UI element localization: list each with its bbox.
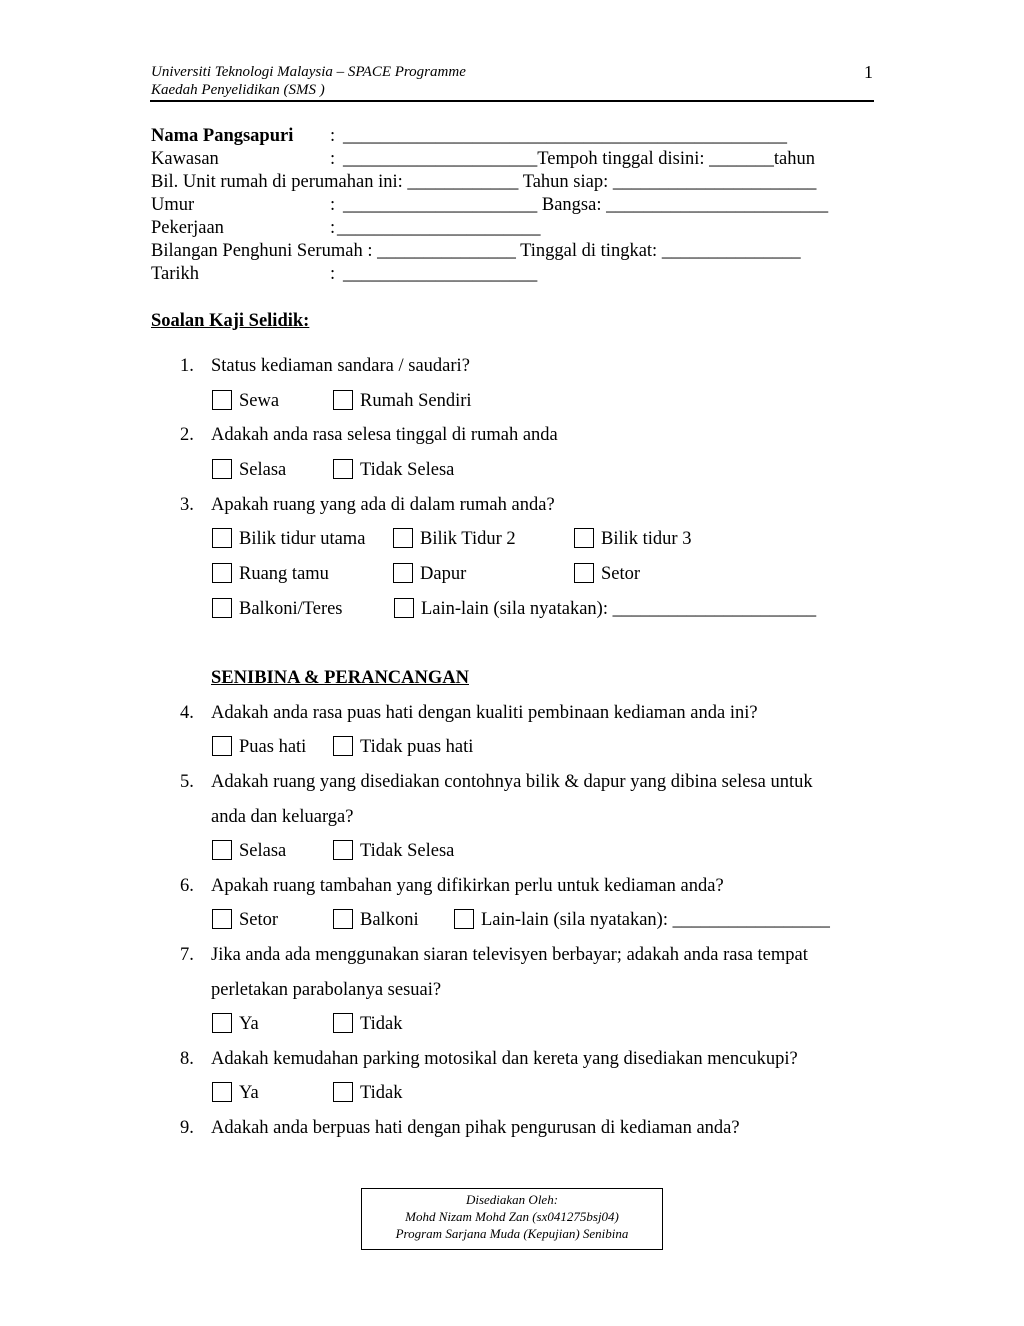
label-pekerjaan: Pekerjaan	[151, 218, 224, 238]
field-bil-unit[interactable]: ____________	[407, 172, 519, 192]
option-label: Balkoni/Teres	[239, 599, 343, 619]
checkbox-tidak-selesa[interactable]	[333, 459, 353, 479]
checkbox-selasa[interactable]	[212, 840, 232, 860]
checkbox-ruang-tamu[interactable]	[212, 563, 232, 583]
option-label: Bilik tidur utama	[239, 529, 366, 549]
option-label: Balkoni	[360, 910, 419, 930]
checkbox-tidak[interactable]	[333, 1013, 353, 1033]
checkbox-setor[interactable]	[212, 909, 232, 929]
question-text-continued: perletakan parabolanya sesuai?	[211, 980, 442, 1000]
checkbox-bilik-tidur-2[interactable]	[393, 528, 413, 548]
label-nama-pangsapuri: Nama Pangsapuri	[151, 126, 294, 146]
checkbox-dapur[interactable]	[393, 563, 413, 583]
label-tinggal-tingkat: Tinggal di tingkat:	[520, 241, 662, 261]
option-label: Tidak Selesa	[360, 841, 455, 861]
option-label: Setor	[239, 910, 279, 930]
question-number: 9.	[180, 1118, 194, 1138]
checkbox-ya[interactable]	[212, 1082, 232, 1102]
checkbox-rumah-sendiri[interactable]	[333, 390, 353, 410]
question-number: 4.	[180, 703, 194, 723]
option-label: Rumah Sendiri	[360, 391, 472, 411]
question-text: Adakah kemudahan parking motosikal dan kereta yang disediakan mencukupi?	[211, 1049, 798, 1069]
question-number: 6.	[180, 876, 194, 896]
question-text: Adakah anda rasa selesa tinggal di rumah anda	[211, 425, 558, 445]
field-pekerjaan[interactable]: ______________________	[337, 218, 541, 238]
checkbox-sewa[interactable]	[212, 390, 232, 410]
label-kawasan: Kawasan	[151, 149, 219, 169]
label-bil-unit: Bil. Unit rumah di perumahan ini:	[151, 172, 408, 192]
checkbox-setor[interactable]	[574, 563, 594, 583]
header-title: Universiti Teknologi Malaysia – SPACE Programme	[151, 64, 466, 80]
option-label: Tidak	[360, 1014, 403, 1034]
field-kawasan[interactable]: _____________________	[343, 149, 538, 169]
option-label: Setor	[601, 564, 641, 584]
footer-program: Program Sarjana Muda (Kepujian) Senibina	[395, 1226, 629, 1241]
checkbox-bilik-tidur-3[interactable]	[574, 528, 594, 548]
checkbox-ya[interactable]	[212, 1013, 232, 1033]
section-heading: SENIBINA & PERANCANGAN	[211, 668, 469, 688]
question-number: 7.	[180, 945, 194, 965]
colon: :	[367, 241, 373, 261]
field-umur[interactable]: _____________________	[343, 195, 538, 215]
field-tarikh[interactable]: _____________________	[343, 264, 538, 284]
question-text: Apakah ruang yang ada di dalam rumah anda?	[211, 495, 555, 515]
label-bilangan-penghuni: Bilangan Penghuni Serumah	[151, 241, 363, 261]
label-tarikh: Tarikh	[151, 264, 200, 284]
footer-line: Disediakan Oleh:	[465, 1192, 559, 1207]
checkbox-tidak-puas-hati[interactable]	[333, 736, 353, 756]
question-text-continued: anda dan keluarga?	[211, 807, 354, 827]
option-label: Tidak	[360, 1083, 403, 1103]
field-lain-lain[interactable]: _________________	[672, 910, 830, 930]
question-number: 1.	[180, 356, 194, 376]
question-text: Jika anda ada menggunakan siaran televisyen berbayar; adakah anda rasa tempat	[211, 945, 808, 965]
checkbox-bilik-tidur-utama[interactable]	[212, 528, 232, 548]
option-label: Selasa	[239, 841, 287, 861]
option-label: Selasa	[239, 460, 287, 480]
question-text: Apakah ruang tambahan yang difikirkan perlu untuk kediaman anda?	[211, 876, 724, 896]
colon: :	[330, 218, 336, 238]
question-number: 3.	[180, 495, 194, 515]
question-text: Adakah anda berpuas hati dengan pihak pengurusan di kediaman anda?	[211, 1118, 740, 1138]
colon: :	[330, 264, 336, 284]
option-label: Ya	[239, 1014, 259, 1034]
option-label: Dapur	[420, 564, 467, 584]
colon: :	[330, 195, 336, 215]
label-tahun: tahun	[773, 149, 815, 169]
checkbox-selasa[interactable]	[212, 459, 232, 479]
question-number: 5.	[180, 772, 194, 792]
question-number: 2.	[180, 425, 194, 445]
checkbox-puas-hati[interactable]	[212, 736, 232, 756]
label-tahun-siap: Tahun siap:	[522, 172, 613, 192]
option-label: Ruang tamu	[239, 564, 329, 584]
checkbox-balkoni[interactable]	[333, 909, 353, 929]
checkbox-lain-lain[interactable]	[454, 909, 474, 929]
option-label: Bilik tidur 3	[601, 529, 692, 549]
field-tempoh[interactable]: _______	[709, 149, 774, 169]
question-text: Adakah anda rasa puas hati dengan kualiti pembinaan kediaman anda ini?	[211, 703, 758, 723]
option-label: Ya	[239, 1083, 259, 1103]
option-label: Bilik Tidur 2	[420, 529, 516, 549]
option-label: Tidak puas hati	[360, 737, 474, 757]
checkbox-lain-lain[interactable]	[394, 598, 414, 618]
page-number: 1	[864, 62, 873, 82]
checkbox-balkoni-teres[interactable]	[212, 598, 232, 618]
question-number: 8.	[180, 1049, 194, 1069]
label-tempoh: Tempoh tinggal disini:	[537, 149, 710, 169]
field-bangsa[interactable]: ________________________	[606, 195, 829, 215]
header-subtitle: Kaedah Penyelidikan (SMS )	[151, 82, 325, 98]
colon: :	[330, 126, 336, 146]
question-text: Status kediaman sandara / saudari?	[211, 356, 470, 376]
option-label: Lain-lain (sila nyatakan):	[481, 910, 673, 930]
survey-heading: Soalan Kaji Selidik:	[151, 311, 310, 331]
checkbox-tidak-selesa[interactable]	[333, 840, 353, 860]
label-bangsa: Bangsa:	[541, 195, 607, 215]
field-bilangan-penghuni[interactable]: _______________	[377, 241, 516, 261]
question-text: Adakah ruang yang disediakan contohnya bilik & dapur yang dibina selesa untuk	[211, 772, 813, 792]
checkbox-tidak[interactable]	[333, 1082, 353, 1102]
option-label: Tidak Selesa	[360, 460, 455, 480]
header-rule	[150, 100, 874, 102]
label-umur: Umur	[151, 195, 195, 215]
footer-author: Mohd Nizam Mohd Zan (sx041275bsj04)	[405, 1209, 619, 1224]
field-tinggal-tingkat[interactable]: _______________	[661, 241, 801, 261]
field-nama-pangsapuri[interactable]: ________________________________________________	[343, 126, 787, 146]
option-label: Puas hati	[239, 737, 307, 757]
field-tahun-siap[interactable]: ______________________	[612, 172, 817, 192]
footer-box	[361, 1188, 663, 1250]
field-lain-lain[interactable]: ______________________	[612, 599, 817, 619]
option-label: Sewa	[239, 391, 280, 411]
option-label: Lain-lain (sila nyatakan):	[421, 599, 613, 619]
colon: :	[330, 149, 336, 169]
